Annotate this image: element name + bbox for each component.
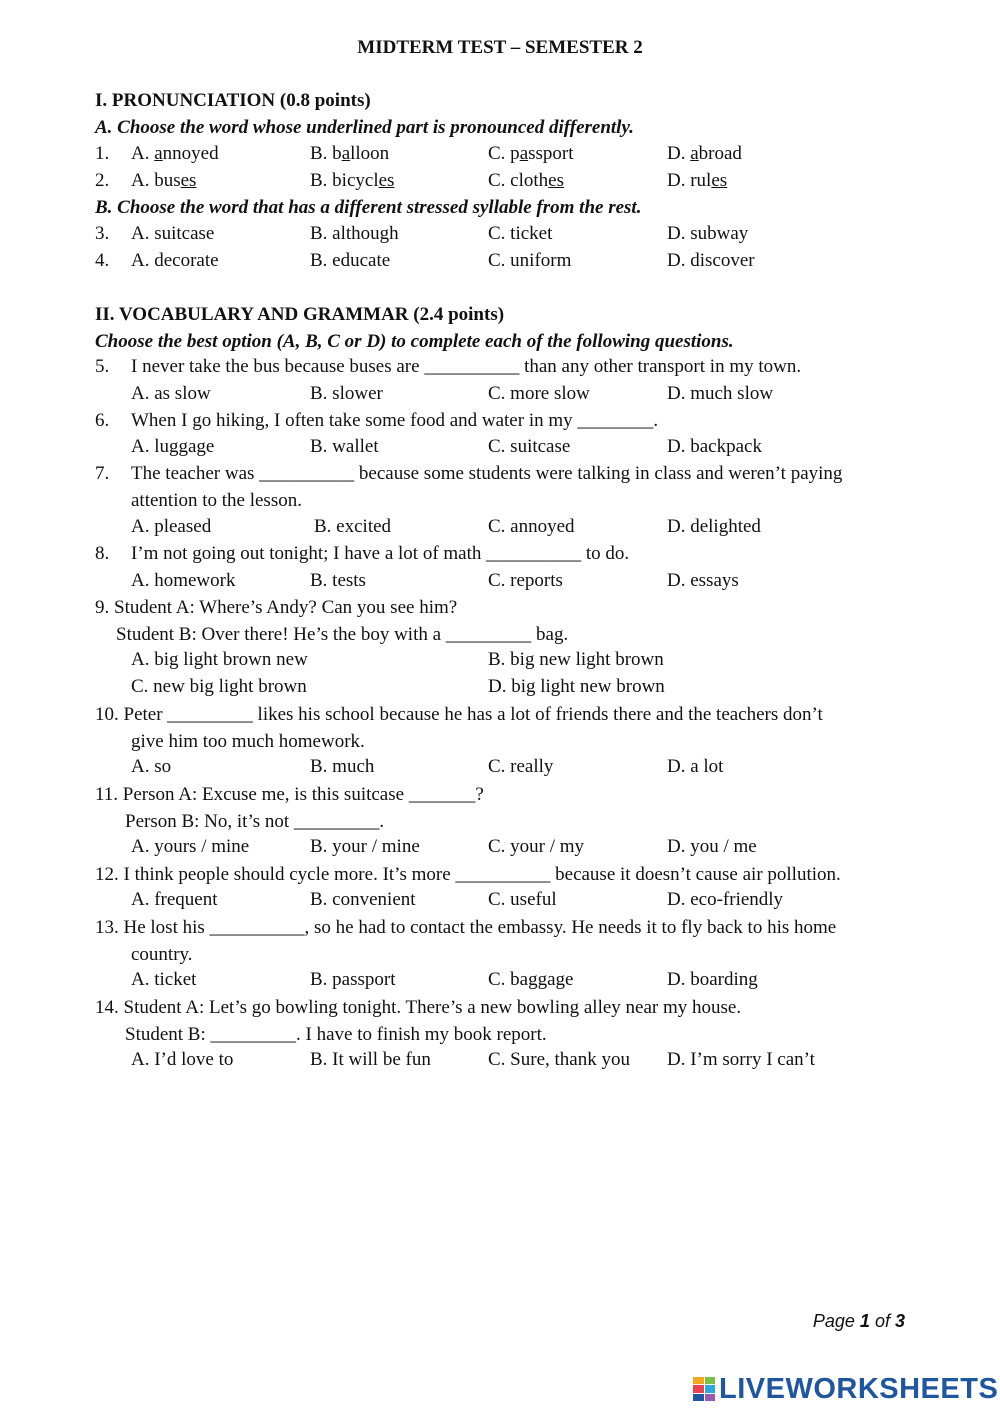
option-b[interactable]: B. although (310, 223, 399, 244)
option-a[interactable]: A. decorate (131, 250, 219, 271)
option-a[interactable]: A. luggage (131, 436, 215, 457)
question-8-options (0, 570, 1000, 594)
option-a[interactable]: A. yours / mine (131, 836, 250, 857)
question-5 (0, 356, 1000, 380)
question-number: 8. (95, 543, 110, 564)
option-c[interactable]: C. really (488, 756, 554, 777)
liveworksheets-logo-icon (693, 1377, 715, 1401)
option-c[interactable]: C. new big light brown (131, 676, 307, 697)
option-d[interactable]: D. backpack (667, 436, 762, 457)
question-number: 6. (95, 410, 110, 431)
question-12: 12. I think people should cycle more. It’s more __________ because it doesn’t cause air pollution. (95, 864, 841, 885)
option-b[interactable]: B. your / mine (310, 836, 420, 857)
option-d[interactable]: D. subway (667, 223, 749, 244)
question-7-continued (0, 490, 1000, 514)
section2-instruction: Choose the best option (A, B, C or D) to complete each of the following questions. (95, 331, 734, 352)
question-13: 13. He lost his __________, so he had to contact the embassy. He needs it to fly back to his home (95, 917, 837, 938)
option-a[interactable]: A. pleased (131, 516, 212, 537)
option-c[interactable]: C. Sure, thank you (488, 1049, 630, 1070)
option-b[interactable]: B. excited (314, 516, 392, 537)
question-11: 11. Person A: Excuse me, is this suitcase _______? (95, 784, 484, 805)
option-b[interactable]: B. It will be fun (310, 1049, 431, 1070)
option-a[interactable]: A. annoyed (131, 143, 219, 164)
question-number: 1. (95, 143, 110, 164)
question-number: 3. (95, 223, 110, 244)
question-9-dialogue: Student B: Over there! He’s the boy with a _________ bag. (116, 624, 569, 645)
question-11-options (0, 836, 1000, 860)
option-c[interactable]: C. passport (488, 143, 574, 164)
question-11-dialogue: Person B: No, it’s not _________. (125, 811, 385, 832)
option-b[interactable]: B. convenient (310, 889, 416, 910)
option-b[interactable]: B. educate (310, 250, 391, 271)
question-number: 4. (95, 250, 110, 271)
option-a[interactable]: A. suitcase (131, 223, 215, 244)
option-c[interactable]: C. reports (488, 570, 563, 591)
page-number: Page 1 of 3 (812, 1311, 905, 1331)
question-1 (0, 143, 1000, 167)
option-c[interactable]: C. clothes (488, 170, 564, 191)
section1-partB-instruction: B. Choose the word that has a different stressed syllable from the rest. (95, 197, 642, 218)
question-6-options (0, 436, 1000, 460)
question-10-options (0, 756, 1000, 780)
question-number: 2. (95, 170, 110, 191)
question-number: 5. (95, 356, 110, 377)
question-12-options (0, 889, 1000, 913)
option-c[interactable]: C. ticket (488, 223, 553, 244)
option-a[interactable]: A. big light brown new (131, 649, 308, 670)
option-a[interactable]: A. ticket (131, 969, 197, 990)
option-b[interactable]: B. slower (310, 383, 383, 404)
option-c[interactable]: C. annoyed (488, 516, 575, 537)
page-title: MIDTERM TEST – SEMESTER 2 (357, 37, 643, 58)
option-b[interactable]: B. passport (310, 969, 396, 990)
option-a[interactable]: A. homework (131, 570, 236, 591)
question-text: The teacher was __________ because some students were talking in class and weren’t paying (131, 463, 843, 484)
question-number: 7. (95, 463, 110, 484)
option-c[interactable]: C. suitcase (488, 436, 571, 457)
option-a[interactable]: A. buses (131, 170, 197, 191)
question-text: When I go hiking, I often take some food and water in my ________. (131, 410, 659, 431)
option-d[interactable]: D. essays (667, 570, 739, 591)
option-c[interactable]: C. more slow (488, 383, 590, 404)
section1-partA-instruction: A. Choose the word whose underlined part is pronounced differently. (95, 117, 634, 138)
option-d[interactable]: D. you / me (667, 836, 757, 857)
option-d[interactable]: D. delighted (667, 516, 761, 537)
question-5-options (0, 383, 1000, 407)
option-c[interactable]: C. your / my (488, 836, 585, 857)
section1-heading: I. PRONUNCIATION (0.8 points) (95, 90, 371, 111)
option-d[interactable]: D. eco-friendly (667, 889, 784, 910)
question-9: 9. Student A: Where’s Andy? Can you see him? (95, 597, 458, 618)
question-4 (0, 250, 1000, 274)
question-9-options-1 (0, 649, 1000, 673)
option-c[interactable]: C. uniform (488, 250, 572, 271)
question-13-options (0, 969, 1000, 993)
question-2 (0, 170, 1000, 194)
question-13-continued: country. (131, 944, 193, 965)
option-d[interactable]: D. I’m sorry I can’t (667, 1049, 815, 1070)
option-d[interactable]: D. discover (667, 250, 755, 271)
question-text: I never take the bus because buses are __________ than any other transport in my town. (131, 356, 802, 377)
option-c[interactable]: C. useful (488, 889, 557, 910)
question-14-options (0, 1049, 1000, 1073)
option-a[interactable]: A. as slow (131, 383, 211, 404)
liveworksheets-logo[interactable] (693, 1374, 998, 1404)
option-d[interactable]: D. much slow (667, 383, 774, 404)
liveworksheets-logo-text: LIVEWORKSHEETS (719, 1372, 999, 1405)
question-14-dialogue: Student B: _________. I have to finish my book report. (125, 1024, 547, 1045)
option-b[interactable]: B. tests (310, 570, 366, 591)
option-a[interactable]: A. so (131, 756, 172, 777)
question-10-continued: give him too much homework. (131, 731, 365, 752)
option-b[interactable]: B. bicycles (310, 170, 395, 191)
question-7-options (0, 516, 1000, 540)
option-a[interactable]: A. I’d love to (131, 1049, 234, 1070)
option-b[interactable]: B. big new light brown (488, 649, 664, 670)
question-text: I’m not going out tonight; I have a lot of math __________ to do. (131, 543, 630, 564)
option-d[interactable]: D. a lot (667, 756, 724, 777)
question-text: attention to the lesson. (131, 490, 302, 511)
option-b[interactable]: B. much (310, 756, 375, 777)
option-d[interactable]: D. boarding (667, 969, 758, 990)
option-d[interactable]: D. big light new brown (488, 676, 665, 697)
question-14: 14. Student A: Let’s go bowling tonight. There’s a new bowling alley near my house. (95, 997, 742, 1018)
option-c[interactable]: C. baggage (488, 969, 574, 990)
question-9-options-2 (0, 676, 1000, 700)
question-7 (0, 463, 1000, 487)
option-d[interactable]: D. abroad (667, 143, 742, 164)
option-b[interactable]: B. balloon (310, 143, 390, 164)
option-a[interactable]: A. frequent (131, 889, 218, 910)
section2-heading: II. VOCABULARY AND GRAMMAR (2.4 points) (95, 304, 505, 325)
question-10: 10. Peter _________ likes his school because he has a lot of friends there and the teachers don’t (95, 704, 823, 725)
question-6 (0, 410, 1000, 434)
question-3 (0, 223, 1000, 247)
option-b[interactable]: B. wallet (310, 436, 379, 457)
option-d[interactable]: D. rules (667, 170, 728, 191)
question-8 (0, 543, 1000, 567)
